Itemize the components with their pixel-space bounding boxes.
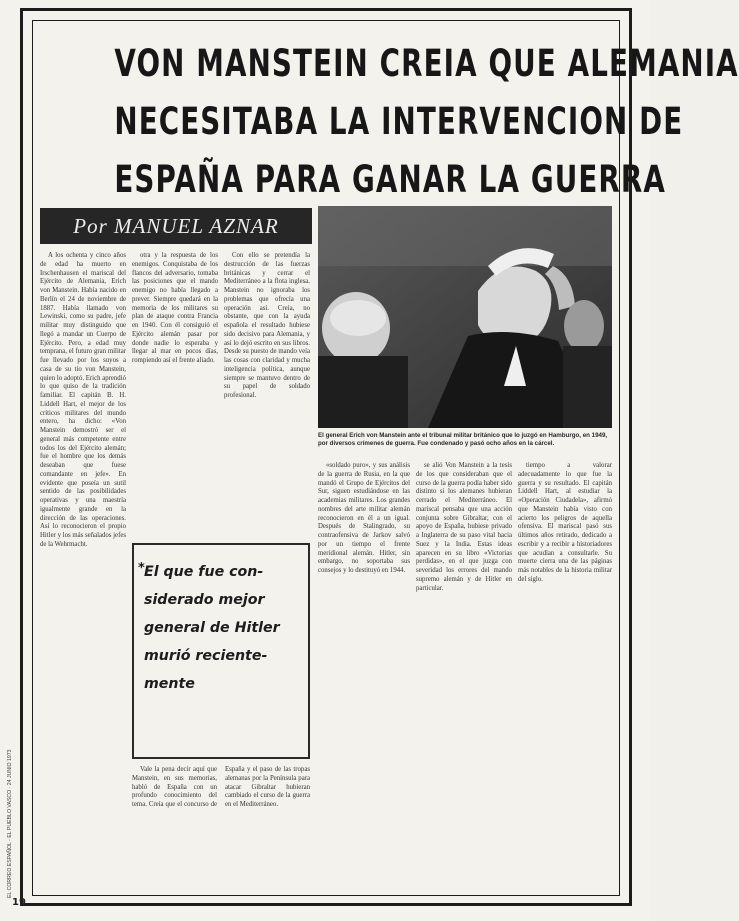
column-3-text: Con ello se pretendía la destrucción de las fuerzas británicas y cerrar el Mediterráneo a la flota inglesa. Manstein no ignoraba los problemas que ofrecía una operación así. Creía, no obstante, que con la ayuda española el resultado hubiese sido decisivo para Alemania, y así lo dejó escrito en sus libros. Desde su puesto de mando veía las cosas con claridad y mucha inteligencia política, aunque siempre se mantuvo dentro de su papel de soldado profesional. <box>224 252 310 399</box>
photo-illustration <box>318 206 612 428</box>
article-column-4 <box>318 462 410 892</box>
pullquote: El que fue con- siderado mejor general de Hitler murió reciente- mente <box>144 564 280 692</box>
folio-margin <box>4 749 16 900</box>
byline: Por MANUEL AZNAR <box>73 214 279 238</box>
article-column-1 <box>40 252 126 892</box>
page-number: 19 <box>12 897 26 908</box>
article-column-3 <box>224 252 310 537</box>
column-2b-text: Vale la pena decir aquí que Manstein, en sus memorias, habló de España con un profundo conocimiento del tema. Creía que el concurso de España y el paso de las tropas alemanas por la Península para atacar Gibraltar hubieran cambiado el curso de la guerra en el Mediterráneo. <box>132 766 310 808</box>
article-column-5 <box>416 462 512 892</box>
headline <box>40 34 739 208</box>
column-6-text: tiempo a valorar adecuadamente lo que fue la guerra y su resultado. El capitán Liddell Hart, al estudiar la «Operación Ciudadela», afirmó que Manstein había visto con acierto los peligros de aquella ofensiva. El mariscal pasó sus últimos años retirado, dedicado a escribir y a recibir a historiadores que acudían a consultarle. Su muerte cierra una de las páginas más notables de la historia militar del siglo. <box>518 462 612 583</box>
column-4-text: «soldado puro», y sus análisis de la guerra de Rusia, en la que mandó el Grupo de Ejércitos del Sur, siguen estudiándose en las academias militares. Los grandes nombres del arte militar alemán reconocieron en él a un igual. Después de Stalingrado, su contraofensiva de Jarkov salvó por un tiempo el frente meridional alemán. Hitler, sin embargo, no soportaba sus consejos y lo destituyó en 1944. <box>318 462 410 574</box>
photo-caption: El general Erich von Manstein ante el tribunal militar británico que lo juzgó en Hamburgo, en 1949, por diversos crímenes de guerra. Fue condenado y pasó ocho años en la cárcel. <box>318 432 608 448</box>
article-column-2b <box>132 766 310 892</box>
column-5-text: se alió Von Manstein a la tesis de los que consideraban que el curso de la guerra podía haber sido distinto si los alemanes hubieran cerrado el Mediterráneo. El mariscal pensaba que una acción conjunta sobre Gibraltar, con el apoyo de España, hubiese privado a Inglaterra de su paso vital hacia Suez y la India. Estas ideas aparecen en su libro «Victorias perdidas», en el que juzga con severidad los errores del mando supremo alemán y de Hitler en particular. <box>416 462 512 592</box>
folio-text: EL CORREO ESPAÑOL - EL PUEBLO VASCO · 24 JUNIO 1973 <box>7 749 13 898</box>
pullquote-star-icon: * <box>138 561 145 576</box>
headline-line-1: VON MANSTEIN CREIA QUE ALEMANIA <box>114 41 739 85</box>
news-photo <box>318 206 612 428</box>
headline-line-3: ESPAÑA PARA GANAR LA GUERRA <box>114 157 666 201</box>
headline-line-2: NECESITABA LA INTERVENCION DE <box>114 99 684 143</box>
article-column-6 <box>518 462 612 892</box>
article-column-2 <box>132 252 218 537</box>
column-2-text: otra y la respuesta de los enemigos. Conquistaba de los flancos del adversario, tomaba las posiciones que el mando enemigo no había llegado a prever. Siempre quedará en la memoria de los militares su plan de ataque contra Francia en 1940. Con él consiguió el Ejército alemán pasar por donde nadie lo esperaba y llegar al mar en pocos días, rompiendo así el frente aliado. <box>132 252 218 364</box>
column-1-text: A los ochenta y cinco años de edad ha muerto en Irschenhausen el mariscal del Ejército de Alemania, Erich von Manstein. Había nacido en Berlín el 24 de noviembre de 1887. Había llamado von Lewinski, como su padre, jefe militar muy distinguido que llegó a mandar un Cuerpo de Ejército. Pero, a edad muy temprana, el futuro gran militar fue llevado por los suyos a casa de su tío von Manstein, quien lo adoptó. Erich aprendió lo que quiso de la tradición familiar. El capitán B. H. Liddell Hart, el mejor de los críticos militares del mundo entero, ha dicho: «Von Manstein demostró ser el general más competente entre todos los del Ejército alemán; fue el hombre que los demás deseaban que fuese comandante en jefe». En evidente que poseía un sutil sentido de las posibilidades operativas y una maestría igualmente grande en la dirección de las operaciones. Así lo reconocieron el propio Hitler y los más señalados jefes de la Wehrmacht. <box>40 252 126 548</box>
